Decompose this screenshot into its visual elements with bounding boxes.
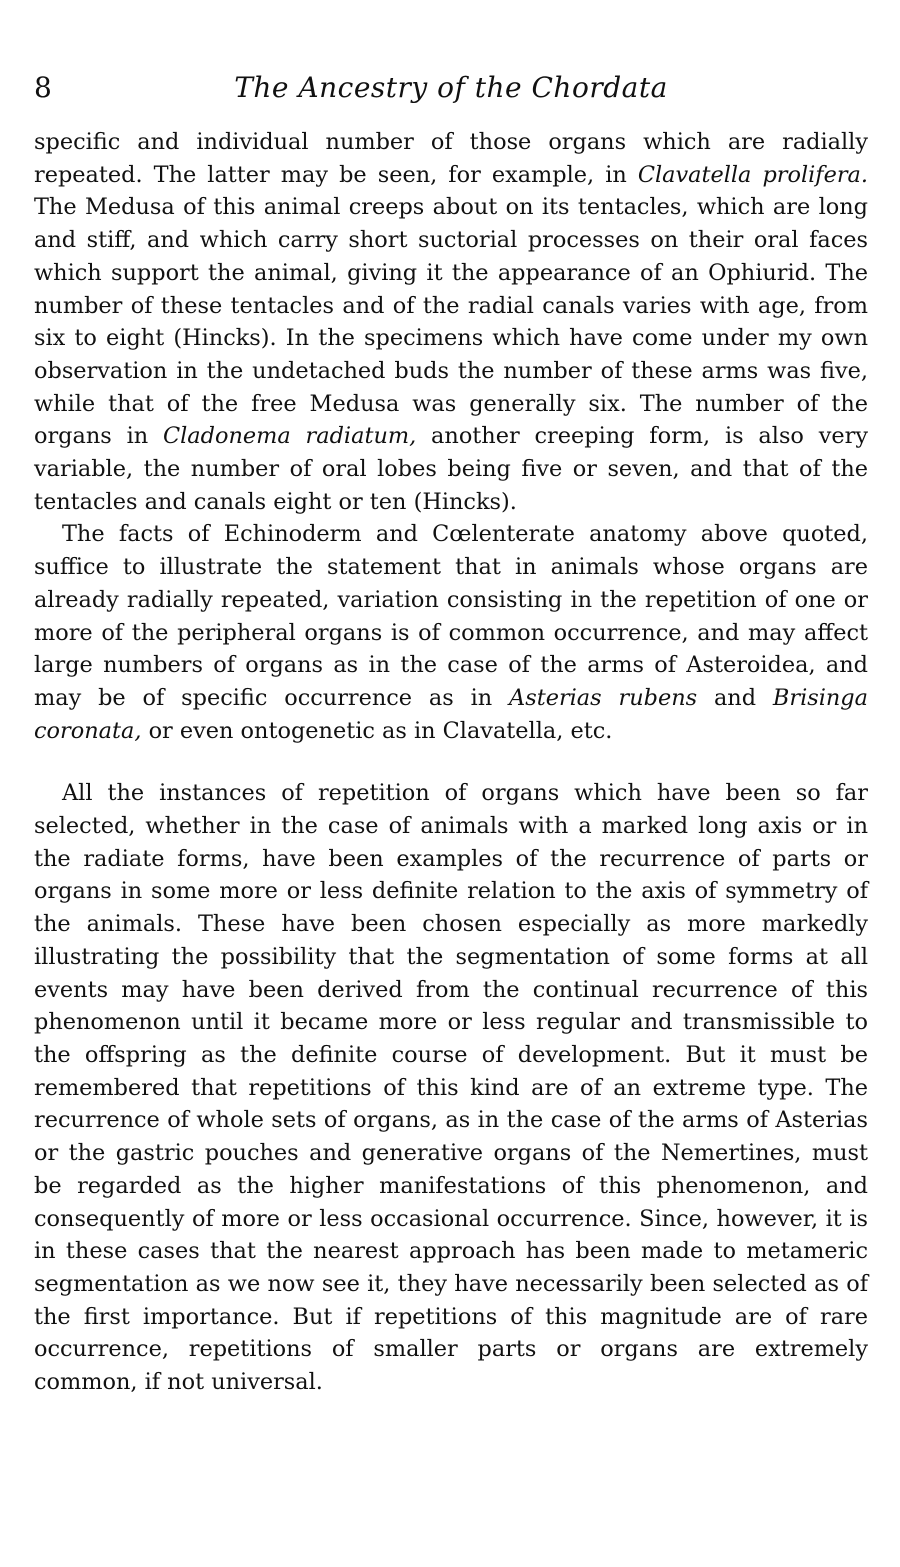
- italic-species-name: Cladonema radiatum,: [163, 423, 417, 450]
- text-run: and: [697, 684, 773, 711]
- italic-species-name: Clavatella prolifera.: [637, 161, 868, 188]
- page-number: 8: [34, 71, 52, 104]
- italic-species-name: Brisinga coronata,: [34, 684, 868, 744]
- paragraph-continued: [34, 126, 868, 518]
- text-run: All the instances of repetition of organs which have been so far selected, whether in the case of animals with a marked long axis or in the radiate forms, have been examples of the recurrence of parts or organs in some more or less definite relation to the axis of symmetry of the animals. These have been chosen especially as more markedly illustrating the possibility that the segmentation of some forms at all events may have been derived from the continual recurrence of this phenomenon until it became more or less regular and transmissible to the offspring as the definite course of development. But it must be remembered that repetitions of this kind are of an extreme type. The recurrence of whole sets of organs, as in the case of the arms of Asterias or the gastric pouches and generative organs of the Nemertines, must be regarded as the higher manifestations of this phenomenon, and consequently of more or less occasional occurrence. Since, however, it is in these cases that the nearest approach has been made to metameric segmentation as we now see it, they have necessarily been selected as of the first importance. But if repetitions of this magnitude are of rare occurrence, repetitions of smaller parts or organs are extremely common, if not universal.: [34, 780, 868, 1396]
- paragraph-gap: [34, 747, 868, 777]
- text-run: The Medusa of this animal creeps about on its tentacles, which are long and stiff, and which carry short suctorial processes on their oral faces which support the animal, giving it the appearance of an Ophiurid. The number of these tentacles and of the radial canals varies with age, from six to eight (Hincks). In the specimens which have come under my own observation in the undetached buds the number of these arms was five, while that of the free Medusa was generally six. The number of the organs in: [34, 194, 868, 450]
- text-run: or even ontogenetic as in Clavatella, etc.: [141, 717, 613, 744]
- text-run: specific and individual number of those organs which are radially repeated. The latter may be seen, for example, in: [34, 129, 868, 188]
- running-title: The Ancestry of the Chordata: [234, 71, 668, 104]
- book-page: [34, 64, 868, 1399]
- running-head: [34, 64, 868, 112]
- text-run: The facts of Echinoderm and Cœlenterate anatomy above quoted, suffice to illustrate the statement that in animals whose organs are already radially repeated, variation consisting in the repetition of one or more of the peripheral organs is of common occurrence, and may affect large numbers of organs as in the case of the arms of Asteroidea, and may be of specific occurrence as in: [34, 521, 868, 711]
- paragraph-repetition-instances: [34, 777, 868, 1398]
- text-run: another creeping form, is also very variable, the number of oral lobes being five or seven, and that of the tentacles and canals eight or ten (Hincks).: [34, 423, 868, 515]
- paragraph-echinoderm-facts: [34, 518, 868, 747]
- italic-species-name: Asterias rubens: [509, 684, 698, 711]
